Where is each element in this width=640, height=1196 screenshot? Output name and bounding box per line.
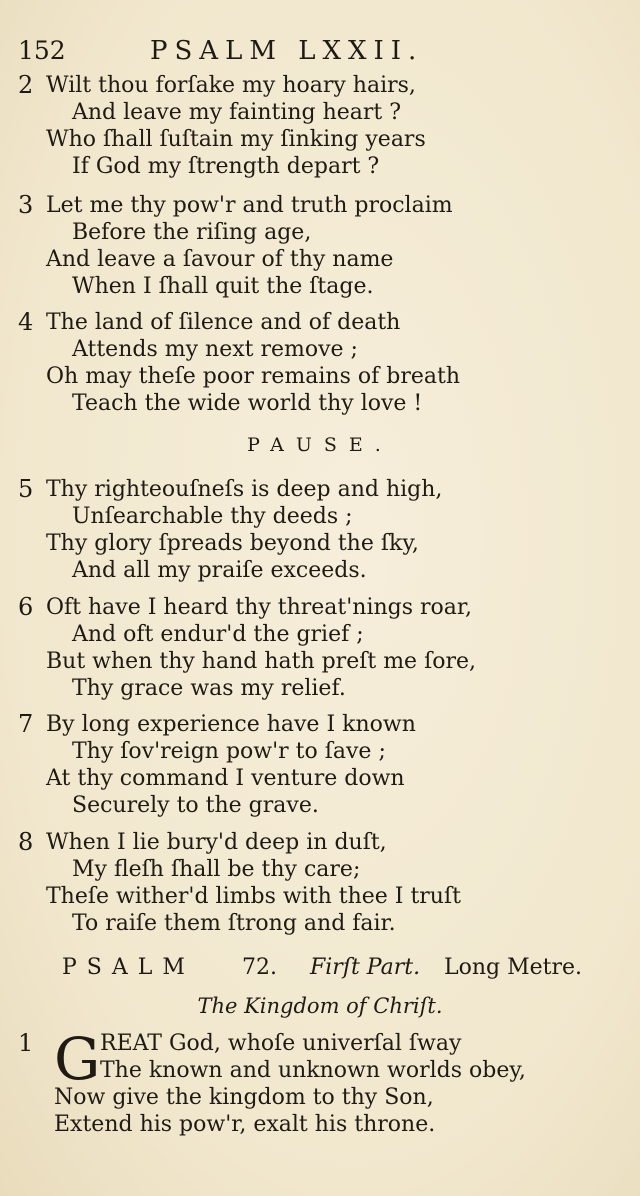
page-number: 152 (18, 36, 66, 65)
pause-heading: PAUSE. (247, 434, 393, 456)
verse-line: By long experience have I known (46, 712, 416, 737)
verse-line: Teach the wide world thy love ! (72, 391, 423, 416)
verse-line: REAT God, whoſe univerſal ſway (100, 1031, 462, 1056)
verse-line: Extend his pow'r, exalt his throne. (54, 1112, 436, 1137)
verse-line: And leave my fainting heart ? (72, 100, 402, 125)
verse-line: My fleſh ſhall be thy care; (72, 857, 361, 882)
verse-line: To raiſe them ſtrong and fair. (72, 911, 396, 936)
stanza-2 (18, 72, 628, 180)
verse-line: Oh may theſe poor remains of breath (46, 364, 460, 389)
drop-cap: G (54, 1025, 101, 1093)
verse-line: Before the riſing age, (72, 220, 312, 245)
verse-line: Let me thy pow'r and truth proclaim (46, 193, 453, 218)
stanza-1 (18, 1025, 628, 1138)
verse-number: 6 (18, 593, 34, 621)
verse-number: 4 (18, 308, 34, 336)
psalm-subtitle: The Kingdom of Chriſt. (197, 994, 443, 1018)
stanza-5 (18, 476, 628, 584)
stanza-4 (18, 309, 628, 417)
verse-number: 5 (18, 475, 34, 503)
verse-line: Thy grace was my relief. (72, 676, 346, 701)
verse-line: And leave a ſavour of thy name (46, 247, 394, 272)
verse-line: Now give the kingdom to thy Son, (54, 1085, 434, 1110)
verse-line: The known and unknown worlds obey, (100, 1058, 526, 1083)
verse-line: But when thy hand hath preſt me ſore, (46, 649, 476, 674)
stanza-7 (18, 711, 628, 819)
verse-number: 1 (18, 1029, 34, 1057)
verse-line: At thy command I venture down (46, 766, 405, 791)
verse-number: 8 (18, 828, 34, 856)
stanza-3 (18, 192, 628, 300)
psalm-part: Firſt Part. (310, 955, 421, 980)
verse-line: Thy ſov'reign pow'r to ſave ; (72, 739, 386, 764)
verse-number: 7 (18, 710, 34, 738)
psalm-number: 72. (242, 955, 277, 980)
verse-line: If God my ſtrength depart ? (72, 154, 380, 179)
stanza-6 (18, 594, 628, 702)
verse-line: And oft endur'd the grief ; (72, 622, 364, 647)
verse-number: 2 (18, 71, 34, 99)
verse-line: When I lie bury'd deep in duſt, (46, 830, 387, 855)
verse-line: Securely to the grave. (72, 793, 319, 818)
verse-line: Theſe wither'd limbs with thee I truſt (46, 884, 461, 909)
verse-line: Unſearchable thy deeds ; (72, 504, 353, 529)
verse-line: Thy righteouſneſs is deep and high, (46, 477, 443, 502)
psalm-heading (62, 955, 632, 985)
running-title: PSALM LXXII. (150, 36, 424, 66)
stanza-8 (18, 829, 628, 937)
verse-line: When I ſhall quit the ſtage. (72, 274, 374, 299)
verse-number: 3 (18, 191, 34, 219)
verse-line: Who ſhall ſuſtain my ſinking years (46, 127, 426, 152)
verse-line: Oft have I heard thy threat'nings roar, (46, 595, 473, 620)
verse-line: Attends my next remove ; (72, 337, 358, 362)
verse-line: Wilt thou forſake my hoary hairs, (46, 73, 416, 98)
psalm-metre: Long Metre. (444, 955, 583, 980)
page-header (18, 30, 470, 70)
verse-line: The land of ſilence and of death (46, 310, 401, 335)
psalm-word: PSALM (62, 955, 195, 980)
verse-line: And all my praiſe exceeds. (72, 558, 367, 583)
verse-line: Thy glory ſpreads beyond the ſky, (46, 531, 419, 556)
